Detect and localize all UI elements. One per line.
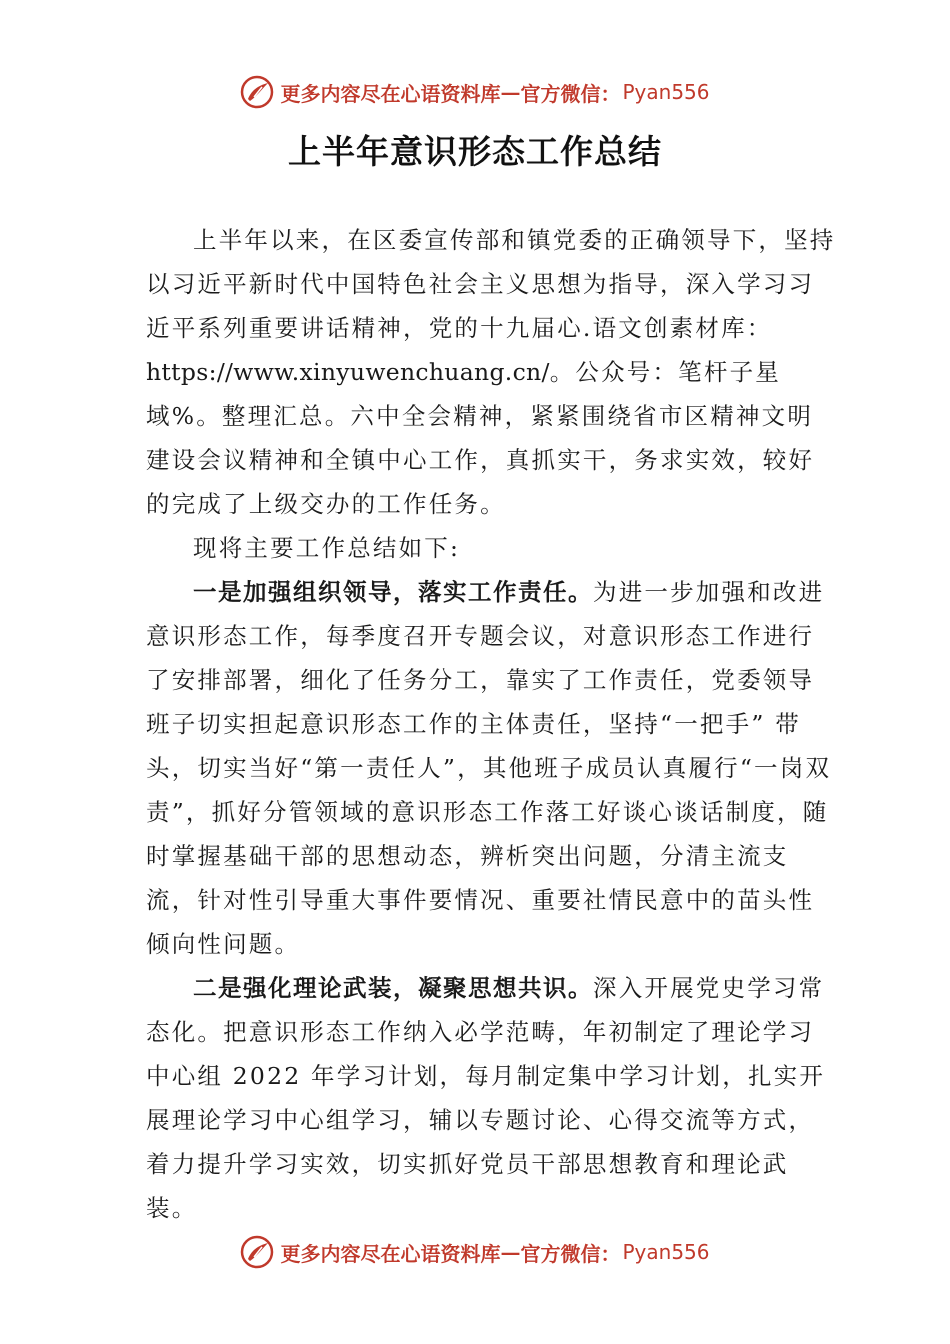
footer-brand-text: 更多内容尽在心语资料库 xyxy=(280,1241,501,1266)
brand-logo-icon xyxy=(240,75,274,109)
header-separator: — xyxy=(500,80,521,104)
paragraph-point-one xyxy=(146,570,836,966)
header-brand-text: 更多内容尽在心语资料库 xyxy=(280,81,501,106)
document-body xyxy=(146,218,836,1230)
source-url: https://www.xinyuwenchuang.cn/ xyxy=(146,358,550,386)
footer-wechat-handle: Pyan556 xyxy=(622,1240,710,1264)
paragraph-point-two xyxy=(146,966,836,1230)
point-two-text: 深入开展党史学习常态化。把意识形态工作纳入必学范畴，年初制定了理论学习中心组 2022 年学习计划，每月制定集中学习计划，扎实开展理论学习中心组学习，辅以专题讨论、心得交流等方式， 着力提升学习实效，切实抓好党员干部思想教育和理论武装。 xyxy=(146,974,826,1222)
header-wechat-label: 官方微信： xyxy=(520,81,621,106)
header-banner xyxy=(0,72,950,112)
paragraph-intro xyxy=(146,218,836,526)
paragraph-summary-lead: 现将主要工作总结如下: xyxy=(193,534,461,562)
point-two-heading: 二是强化理论武装，凝聚思想共识。 xyxy=(193,974,593,1002)
document-title: 上半年意识形态工作总结 xyxy=(288,132,662,171)
point-one-heading: 一是加强组织领导，落实工作责任。 xyxy=(193,578,593,606)
point-one-text: 为进一步加强和改进意识形态工作，每季度召开专题会议，对意识形态工作进行了安排部署，细化了任务分工，靠实了工作责任，党委领导班子切实担起意识形态工作的主体责任，坚持“一把手” 带头，切实当好“第一责任人”，其他班子成员认真履行“一岗双责”，抓好分管领域的意识形态工作落工好谈心谈话制度，随时掌握基础干部的思想动态，辨析突出问题，分清主流支流，针对性引导重大事件要情况、重要社情民意中的苗头性倾向性问题。 xyxy=(146,578,832,958)
footer-banner xyxy=(0,1232,950,1272)
intro-text-end: 。公众号：笔杆子星域%。整理汇总。六中全会精神，紧紧围绕省市区精神文明建设会议精神和全镇中心工作，真抓实干，务求实效，较好的完成了上级交办的工作任务。 xyxy=(146,358,815,518)
header-wechat-handle: Pyan556 xyxy=(622,80,710,104)
footer-separator: — xyxy=(500,1240,521,1264)
brand-logo-icon xyxy=(240,1235,274,1269)
footer-wechat-label: 官方微信： xyxy=(520,1241,621,1266)
intro-text-start: 上半年以来，在区委宣传部和镇党委的正确领导下，坚持以习近平新时代中国特色社会主义思想为指导，深入学习习近平系列重要讲话精神，党的十九届心.语文创素材库： xyxy=(146,226,836,342)
